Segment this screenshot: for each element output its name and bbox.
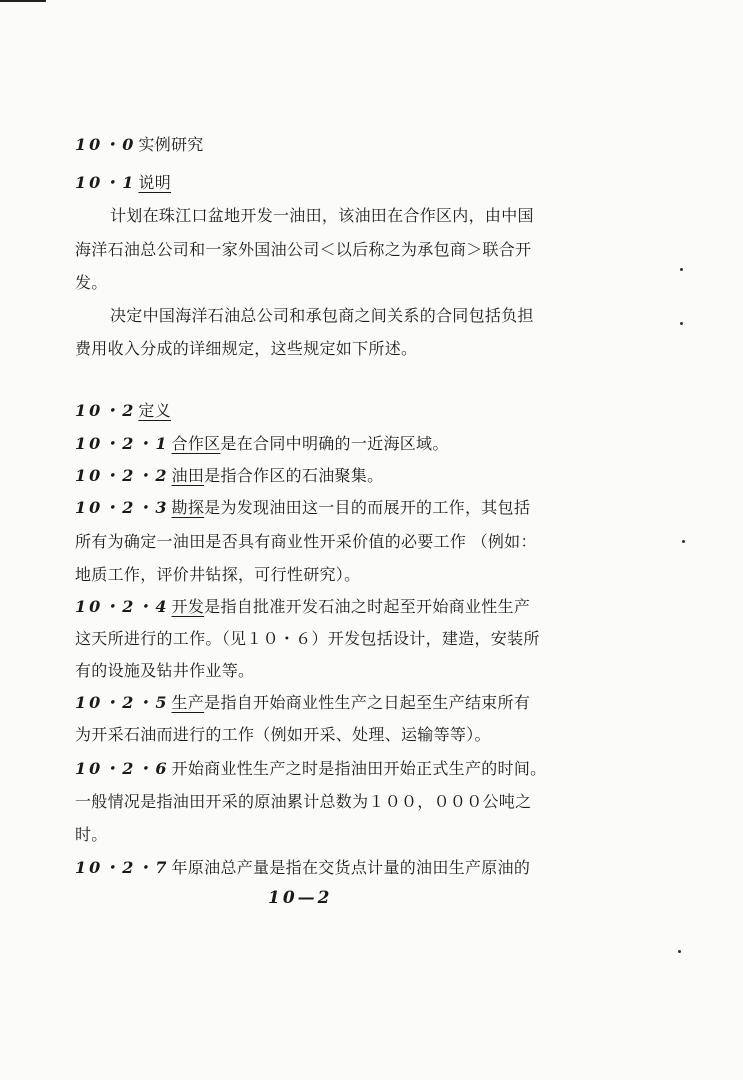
- scan-speck: [680, 268, 683, 271]
- definition-continuation: 所有为确定一油田是否具有商业性开采价值的必要工作 （例如：: [75, 532, 537, 551]
- definition-continuation: 地质工作，评价井钻探，可行性研究）。: [75, 565, 361, 584]
- definition-continuation: 时。: [75, 825, 108, 844]
- definition-text: 是指自开始商业性生产之日起至生产结束所有: [204, 693, 531, 712]
- scan-speck: [682, 540, 685, 543]
- definition-number: 10・2・4: [75, 597, 170, 616]
- defined-term: 开发: [171, 597, 205, 616]
- heading-10-1: [75, 170, 171, 193]
- definition-number: 10・2・2: [75, 466, 170, 485]
- section-number: 10・2: [75, 401, 137, 420]
- definition-continuation: 这天所进行的工作。（见１０・６）开发包括设计，建造，安装所: [75, 629, 540, 648]
- section-number: 10・1: [75, 173, 137, 192]
- definition-text: 是为发现油田这一目的而展开的工作，其包括: [204, 498, 531, 517]
- defined-term: 勘探: [171, 498, 205, 517]
- section-title: 定义: [138, 401, 172, 420]
- definition-text: 是指合作区的石油聚集。: [204, 466, 384, 485]
- section-title: 说明: [138, 173, 172, 192]
- defined-term: 合作区: [171, 434, 221, 453]
- heading-10-2: [75, 398, 171, 421]
- section-number: 10・0: [75, 135, 137, 154]
- definition-number: 10・2・6: [75, 759, 170, 778]
- section-title: 实例研究: [138, 135, 204, 154]
- definition-10-2-6: [75, 756, 546, 779]
- definition-number: 10・2・1: [75, 434, 170, 453]
- paragraph-line: 海洋石油总公司和一家外国油公司＜以后称之为承包商＞联合开: [75, 240, 532, 259]
- definition-number: 10・2・7: [75, 858, 170, 877]
- scan-speck: [678, 950, 681, 953]
- paragraph-line: 费用收入分成的详细规定，这些规定如下所述。: [75, 339, 418, 358]
- paragraph-line: 发。: [75, 273, 108, 292]
- definition-text: 是指自批准开发石油之时起至开始商业性生产: [204, 597, 531, 616]
- definition-10-2-4: [75, 594, 530, 617]
- scan-speck: [680, 322, 683, 325]
- paragraph-line: 计划在珠江口盆地开发一油田，该油田在合作区内，由中国: [110, 206, 534, 225]
- definition-continuation: 一般情况是指油田开采的原油累计总数为１００，０００公吨之: [75, 792, 532, 811]
- definition-10-2-7: [75, 855, 530, 878]
- definition-text: 开始商业性生产之时是指油田开始正式生产的时间。: [171, 759, 547, 778]
- paragraph-line: 决定中国海洋石油总公司和承包商之间关系的合同包括负担: [110, 306, 534, 325]
- defined-term: 油田: [171, 466, 205, 485]
- definition-continuation: 为开采石油而进行的工作（例如开采、处理、运输等等）。: [75, 725, 491, 744]
- definition-10-2-2: [75, 463, 383, 486]
- definition-text: 年原油总产量是指在交货点计量的油田生产原油的: [171, 858, 531, 877]
- heading-10-0: [75, 132, 204, 155]
- page-number: 10—2: [268, 888, 333, 908]
- definition-10-2-5: [75, 690, 530, 713]
- definition-text: 是在合同中明确的一近海区域。: [220, 434, 449, 453]
- definition-number: 10・2・5: [75, 693, 170, 712]
- definition-10-2-3: [75, 495, 530, 518]
- definition-10-2-1: [75, 431, 449, 454]
- definition-continuation: 有的设施及钻井作业等。: [75, 661, 255, 680]
- definition-number: 10・2・3: [75, 498, 170, 517]
- scan-edge-mark: [0, 0, 46, 2]
- defined-term: 生产: [171, 693, 205, 712]
